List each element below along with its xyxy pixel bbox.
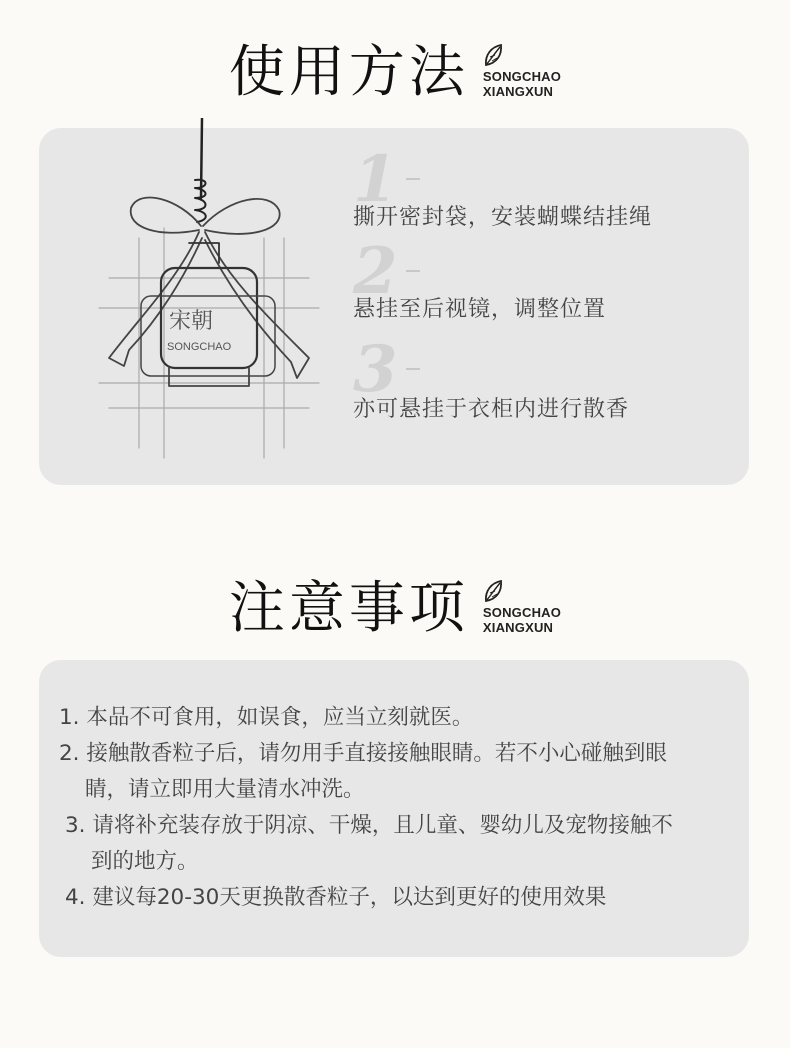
step-1 [353,142,653,230]
usage-title: 使用方法 [228,40,469,105]
step-text: 悬挂至后视镜，调整位置 [353,297,607,322]
note-item-2 [59,736,667,808]
step-number: 2 [353,234,398,309]
brand-line-2: XIANGXUN [482,84,554,99]
usage-card [39,128,749,485]
step-dash [406,270,420,272]
step-number: 3 [353,332,398,407]
leaf-icon [483,579,505,605]
notes-card [39,660,749,957]
illustration-label-en: SONGCHAO [167,341,232,353]
brand-line-2: XIANGXUN [482,620,554,635]
note-line: 3. 请将补充装存放于阴凉、干燥，且儿童、婴幼儿及宠物接触不 [65,813,673,838]
step-text: 亦可悬挂于衣柜内进行散香 [353,397,630,422]
notes-title: 注意事项 [228,576,469,641]
note-item-1 [59,700,473,736]
brand-line-1: SONGCHAO [482,605,562,620]
brand-logo [483,43,561,99]
note-line: 1. 本品不可食用，如误食，应当立刻就医。 [59,705,474,730]
note-line-continued: 到的地方。 [91,849,199,874]
note-item-3 [65,808,673,880]
leaf-icon [483,43,505,69]
brand-line-1: SONGCHAO [482,69,562,84]
step-dash [406,178,420,180]
note-line: 2. 接触散香粒子后，请勿用手直接接触眼睛。若不小心碰触到眼 [59,741,667,766]
note-line: 4. 建议每20-30天更换散香粒子，以达到更好的使用效果 [65,885,607,910]
step-number: 1 [353,142,398,217]
step-dash [406,368,420,370]
note-item-4 [65,880,606,916]
step-text: 撕开密封袋，安装蝴蝶结挂绳 [353,205,653,230]
notes-header [0,564,790,644]
note-line-continued: 睛，请立即用大量清水冲洗。 [85,777,365,802]
usage-header [0,28,790,108]
brand-logo [483,579,561,635]
illustration-label-cn: 宋朝 [169,309,214,334]
hanging-sachet-illustration [69,118,339,478]
step-2 [353,234,607,322]
step-3 [353,332,630,422]
